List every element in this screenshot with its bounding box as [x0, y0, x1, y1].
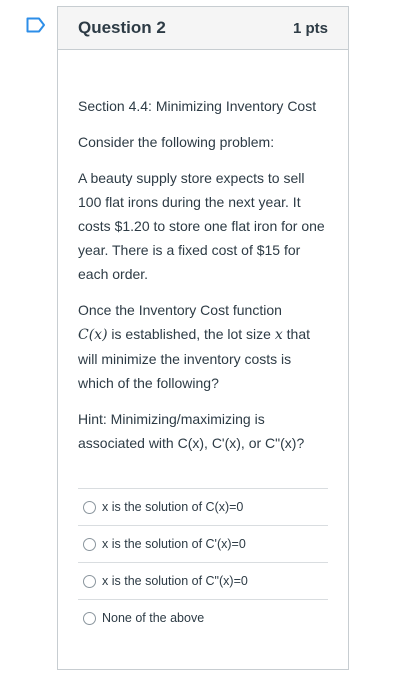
radio-button-icon[interactable]: [83, 538, 96, 551]
math-x: x: [274, 327, 283, 343]
question-body: [58, 50, 348, 636]
answer-label: x is the solution of C'(x)=0: [102, 537, 246, 551]
prompt-text: Consider the following problem:: [78, 134, 275, 150]
instruction-part-3: that will minimize the inventory costs is which of the following?: [78, 326, 310, 391]
answer-label: x is the solution of C(x)=0: [102, 500, 244, 514]
question-points: 1 pts: [292, 19, 328, 37]
bookmark-flag-icon[interactable]: [26, 17, 46, 33]
answer-label: None of the above: [102, 611, 205, 625]
radio-button-icon[interactable]: [83, 612, 96, 625]
math-cx: C(x): [78, 327, 108, 343]
hint-text: Hint: Minimizing/maximizing is associated with C(x), C'(x), or C"(x)?: [78, 411, 305, 451]
answer-option[interactable]: [78, 525, 328, 562]
answer-label: x is the solution of C"(x)=0: [102, 574, 248, 588]
instruction-part-2: is established, the lot size: [107, 326, 271, 342]
answer-option[interactable]: [78, 562, 328, 599]
instruction-text: [78, 298, 328, 395]
radio-button-icon[interactable]: [83, 501, 96, 514]
question-card: [57, 6, 349, 670]
instruction-part-1: Once the Inventory Cost function: [78, 302, 282, 318]
problem-text: A beauty supply store expects to sell 100 flat irons during the next year. It costs $1.20 to store one flat iron for one year. There is a fixed cost of $15 for each order.: [78, 170, 325, 282]
question-header: [58, 7, 348, 50]
question-title: Question 2: [78, 18, 166, 37]
section-heading: Section 4.4: Minimizing Inventory Cost: [78, 98, 317, 114]
answer-option[interactable]: [78, 599, 328, 636]
answer-option[interactable]: [78, 488, 328, 525]
radio-button-icon[interactable]: [83, 575, 96, 588]
answer-list: [78, 488, 328, 636]
